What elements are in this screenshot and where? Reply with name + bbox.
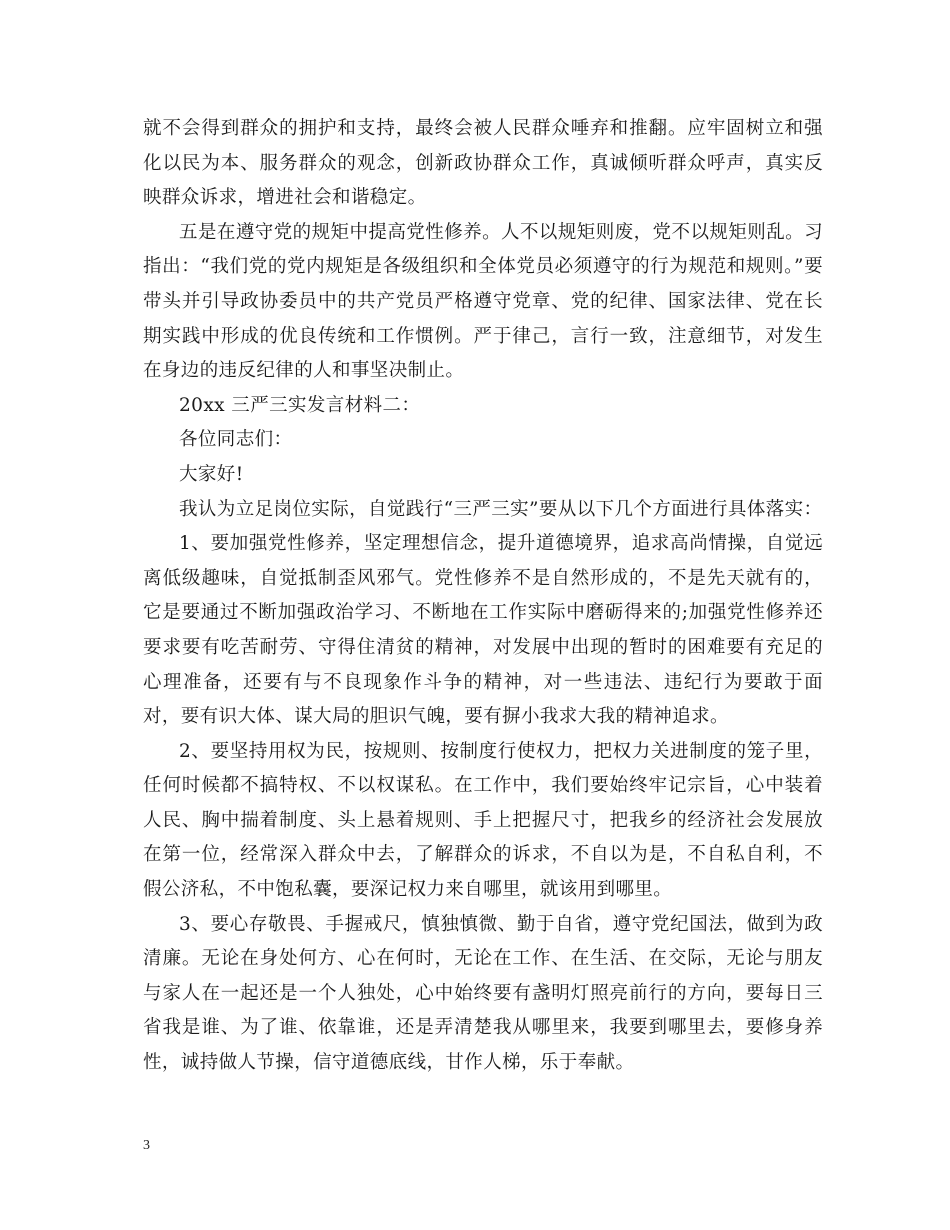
paragraph-item-3: 3、要心存敬畏、手握戒尺，慎独慎微、勤于自省，遵守党纪国法，做到为政清廉。无论在身处何方、心在何时，无论在工作、在生活、在交际，无论与朋友与家人在一起还是一个人独处，心中始终要有盏明灯照亮前行的方向，要每日三省我是谁、为了谁、依靠谁，还是弄清楚我从哪里来，我要到哪里去，要修身养性，诚持做人节操，信守道德底线，甘作人梯，乐于奉献。 bbox=[143, 913, 823, 1074]
section-heading: 20xx 三严三实发言材料二： bbox=[179, 394, 421, 416]
paragraph-item-1: 1、要加强党性修养，坚定理想信念，提升道德境界，追求高尚情操，自觉远离低级趣味，自觉抵制歪风邪气。党性修养不是自然形成的，不是先天就有的，它是要通过不断加强政治学习、不断地在工作实际中磨砺得来的;加强党性修养还要求要有吃苦耐劳、守得住清贫的精神，对发展中出现的暂时的困难要有充足的心理准备，还要有与不良现象作斗争的精神，对一些违法、违纪行为要敢于面对，要有识大体、谋大局的胆识气魄，要有摒小我求大我的精神追求。 bbox=[143, 533, 823, 728]
page-number: 3 bbox=[143, 1138, 150, 1153]
paragraph-point-five: 五是在遵守党的规矩中提高党性修养。人不以规矩则废，党不以规矩则乱。习指出：“我们党的党内规矩是各级组织和全体党员必须遵守的行为规范和规则。”要带头并引导政协委员中的共产党员严格遵守党章、党的纪律、国家法律、党在长期实践中形成的优良传统和工作惯例。严于律己，言行一致，注意细节，对发生在身边的违反纪律的人和事坚决制止。 bbox=[143, 221, 823, 382]
document-body bbox=[143, 112, 823, 1081]
paragraph-intro: 我认为立足岗位实际，自觉践行“三严三实”要从以下几个方面进行具体落实： bbox=[179, 498, 823, 520]
salutation: 各位同志们： bbox=[179, 429, 293, 451]
paragraph-continuation: 就不会得到群众的拥护和支持，最终会被人民群众唾弃和推翻。应牢固树立和强化以民为本、服务群众的观念，创新政协群众工作，真诚倾听群众呼声，真实反映群众诉求，增进社会和谐稳定。 bbox=[143, 118, 823, 209]
greeting: 大家好! bbox=[179, 463, 244, 485]
paragraph-item-2: 2、要坚持用权为民，按规则、按制度行使权力，把权力关进制度的笼子里，任何时候都不搞特权、不以权谋私。在工作中，我们要始终牢记宗旨，心中装着人民、胸中揣着制度、头上悬着规则、手上把握尺寸，把我乡的经济社会发展放在第一位，经常深入群众中去，了解群众的诉求，不自以为是，不自私自利，不假公济私，不中饱私囊，要深记权力来自哪里，就该用到哪里。 bbox=[143, 740, 823, 901]
